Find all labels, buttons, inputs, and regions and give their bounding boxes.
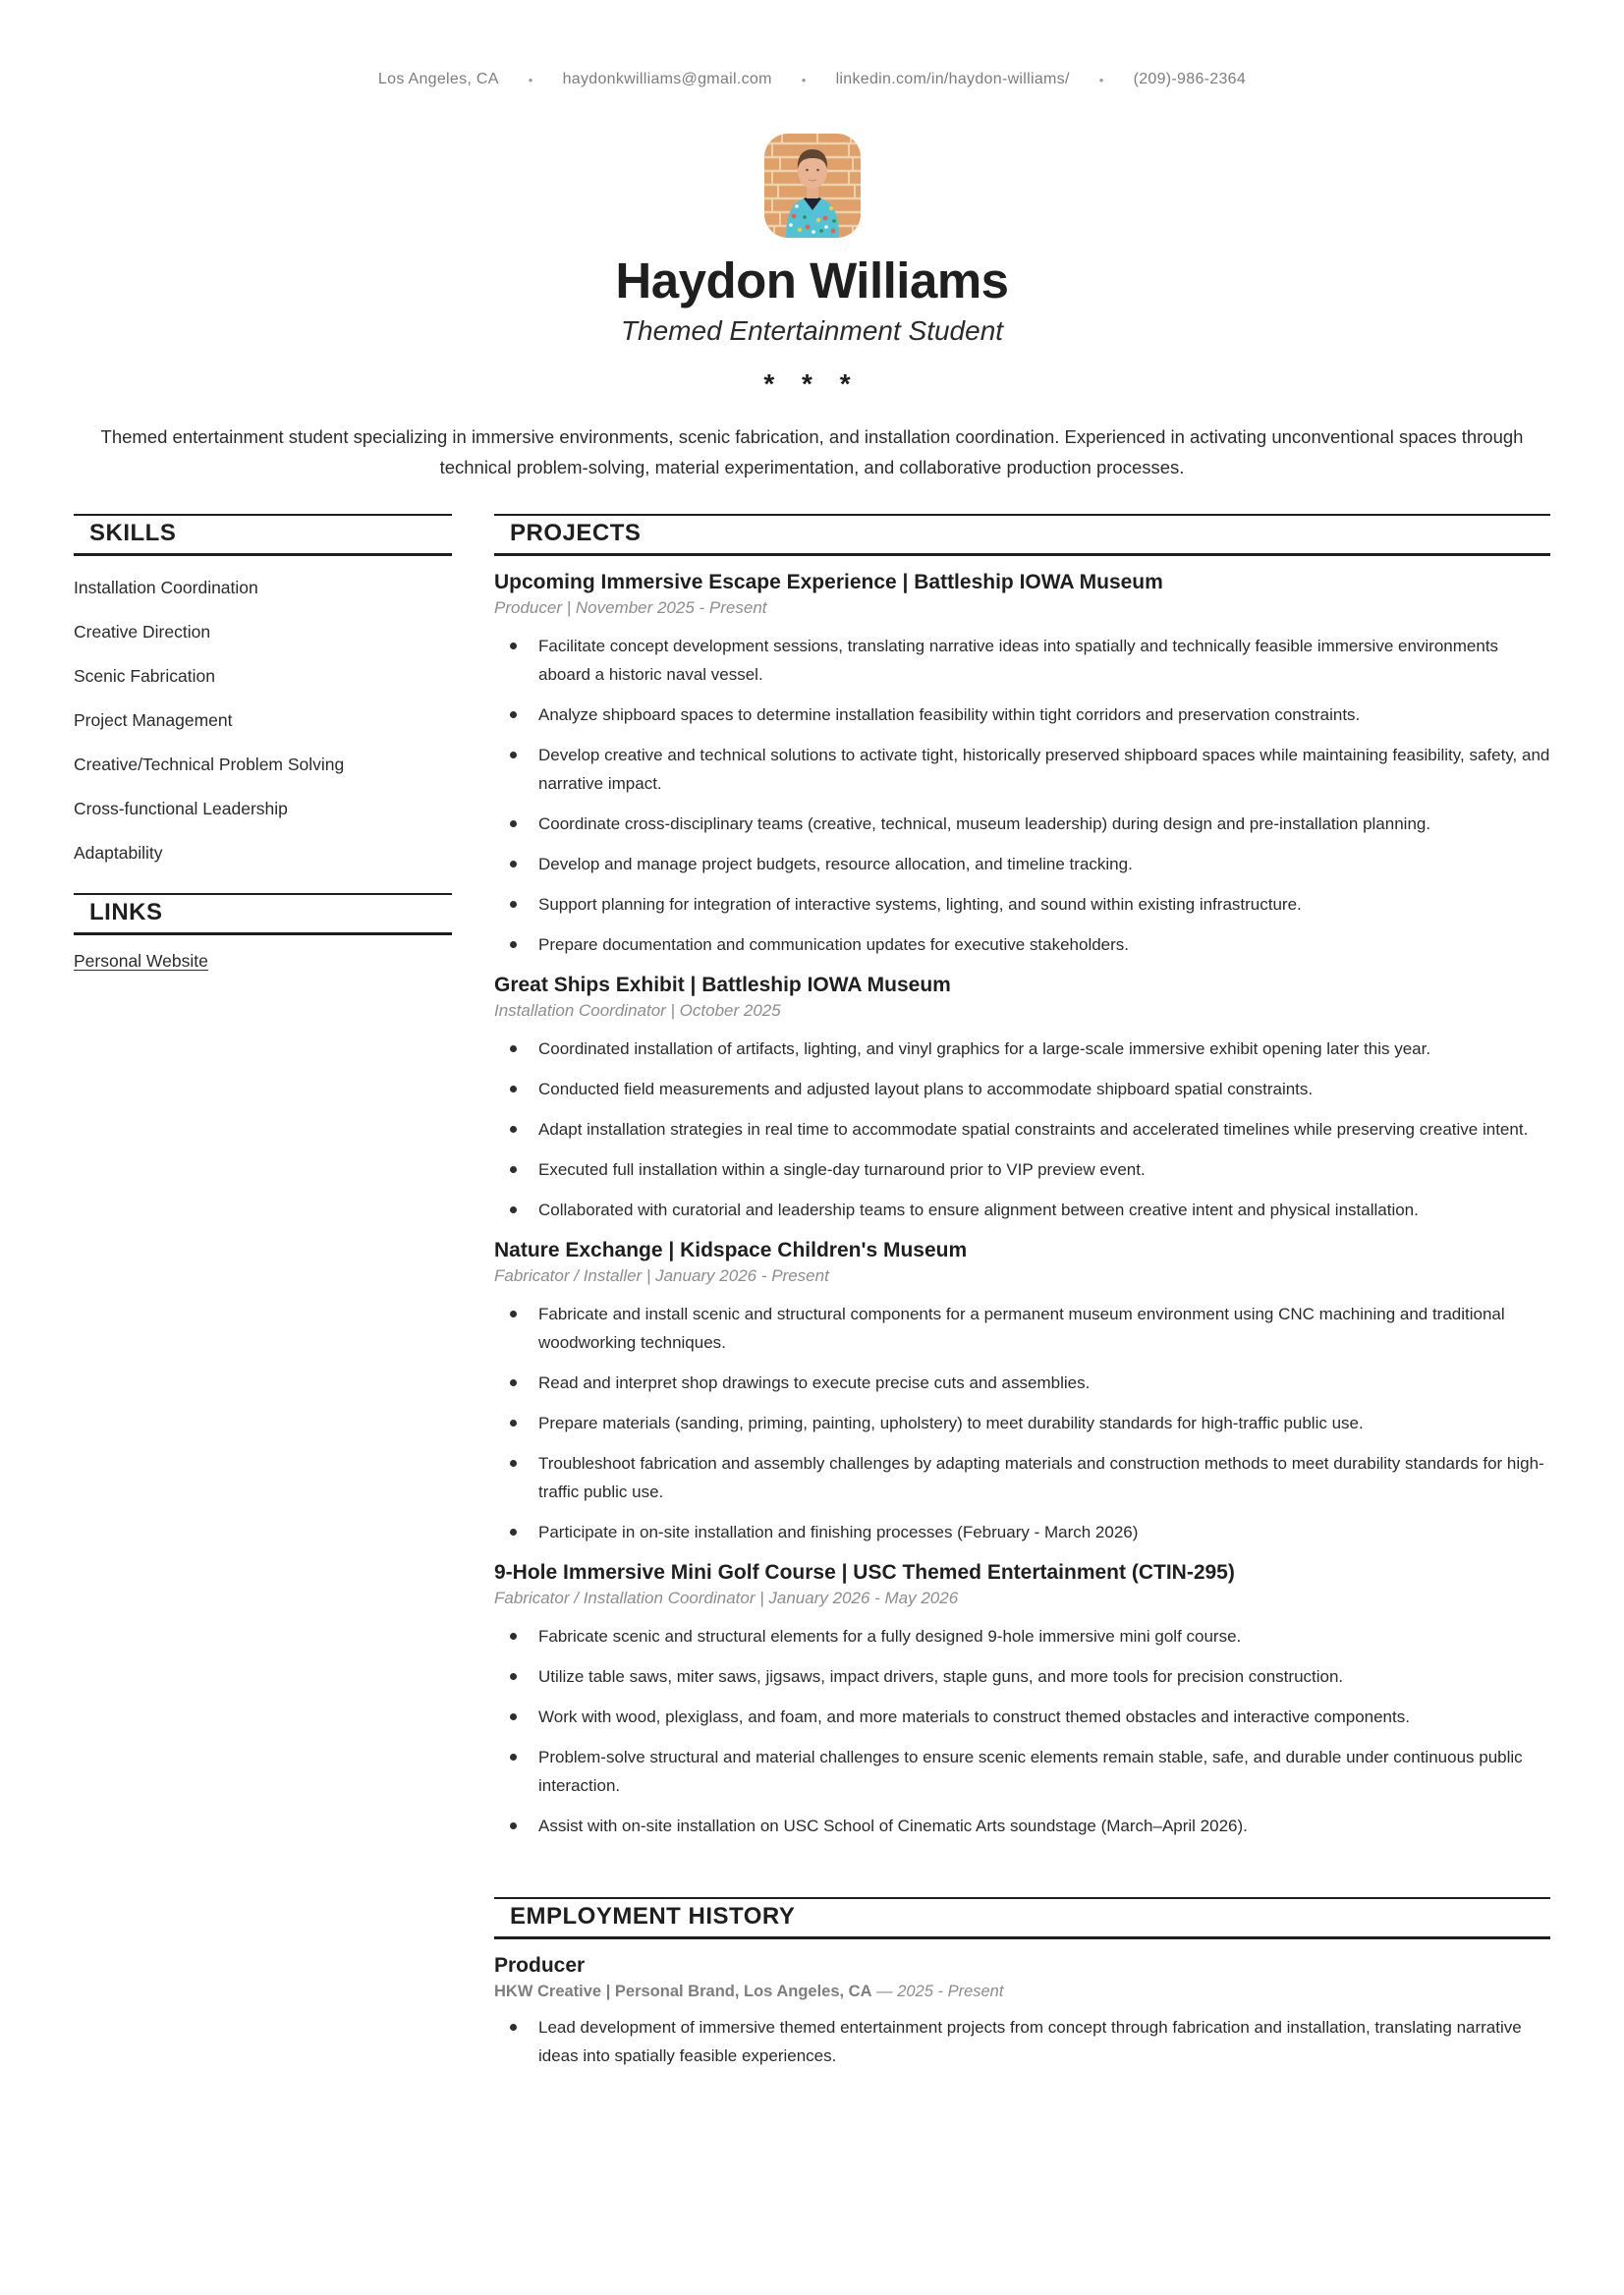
project-subtitle: Producer | November 2025 - Present bbox=[494, 598, 767, 617]
project-bullets bbox=[494, 1035, 1550, 1224]
projects-section-heading: PROJECTS bbox=[494, 514, 1550, 556]
bullet-item: Lead development of immersive themed entertainment projects from concept through fabrication and installation, translating narrative ideas into spatially feasible experiences. bbox=[494, 2013, 1550, 2070]
employment-section-heading: EMPLOYMENT HISTORY bbox=[494, 1897, 1550, 1939]
bullet-item: Problem-solve structural and material challenges to ensure scenic elements remain stable, safe, and durable under continuous public interaction. bbox=[494, 1743, 1550, 1800]
bullet-item: Work with wood, plexiglass, and foam, and more materials to construct themed obstacles and interactive components. bbox=[494, 1703, 1550, 1731]
page-title: Haydon Williams bbox=[615, 252, 1009, 308]
links-section-heading: LINKS bbox=[74, 893, 452, 935]
skill-item: Creative Direction bbox=[74, 622, 211, 642]
bullet-item: Fabricate and install scenic and structural components for a permanent museum environment using CNC machining and traditional woodworking techniques. bbox=[494, 1300, 1550, 1357]
skills-list bbox=[74, 578, 452, 864]
contact-bar bbox=[0, 71, 1624, 88]
personal-website-link[interactable]: Personal Website bbox=[74, 951, 208, 971]
contact-location: Los Angeles, CA bbox=[377, 71, 499, 87]
bullet-item: Adapt installation strategies in real time to accommodate spatial constraints and accelerated timelines while preserving creative intent. bbox=[494, 1115, 1550, 1144]
contact-linkedin: linkedin.com/in/haydon-williams/ bbox=[835, 71, 1070, 87]
skill-item: Cross-functional Leadership bbox=[74, 799, 288, 818]
project-subtitle: Fabricator / Installer | January 2026 - Present bbox=[494, 1266, 829, 1285]
project-title: 9-Hole Immersive Mini Golf Course | USC Themed Entertainment (CTIN-295) bbox=[494, 1561, 1235, 1584]
bullet-item: Collaborated with curatorial and leadership teams to ensure alignment between creative intent and physical installation. bbox=[494, 1196, 1550, 1224]
bullet-item: Assist with on-site installation on USC School of Cinematic Arts soundstage (March–April 2026). bbox=[494, 1812, 1550, 1840]
bullet-item: Troubleshoot fabrication and assembly challenges by adapting materials and construction methods to meet durability standards for high-traffic public use. bbox=[494, 1449, 1550, 1506]
bullet-item: Fabricate scenic and structural elements for a fully designed 9-hole immersive mini golf course. bbox=[494, 1622, 1550, 1651]
bullet-item: Analyze shipboard spaces to determine installation feasibility within tight corridors and preservation constraints. bbox=[494, 700, 1550, 729]
contact-email: haydonkwilliams@gmail.com bbox=[562, 71, 772, 87]
project-title: Great Ships Exhibit | Battleship IOWA Museum bbox=[494, 974, 951, 996]
skill-item: Project Management bbox=[74, 710, 233, 730]
project-entry bbox=[494, 1561, 1550, 1840]
bullet-item: Develop creative and technical solutions to activate tight, historically preserved shipboard spaces while maintaining feasibility, safety, and narrative impact. bbox=[494, 741, 1550, 798]
project-title: Nature Exchange | Kidspace Children's Museum bbox=[494, 1239, 968, 1261]
bullet-item: Coordinated installation of artifacts, lighting, and vinyl graphics for a large-scale immersive exhibit opening later this year. bbox=[494, 1035, 1550, 1063]
bullet-item: Prepare materials (sanding, priming, painting, upholstery) to meet durability standards for high-traffic public use. bbox=[494, 1409, 1550, 1437]
project-title: Upcoming Immersive Escape Experience | Battleship IOWA Museum bbox=[494, 571, 1163, 593]
bullet-item: Support planning for integration of interactive systems, lighting, and sound within existing infrastructure. bbox=[494, 890, 1550, 919]
job-title: Themed Entertainment Student bbox=[620, 315, 1004, 346]
bullet-item: Participate in on-site installation and finishing processes (February - March 2026) bbox=[494, 1518, 1550, 1546]
project-subtitle: Fabricator / Installation Coordinator | January 2026 - May 2026 bbox=[494, 1589, 959, 1607]
main-column bbox=[494, 514, 1550, 2082]
skills-section-heading: SKILLS bbox=[74, 514, 452, 556]
project-subtitle: Installation Coordinator | October 2025 bbox=[494, 1001, 781, 1020]
skill-item: Installation Coordination bbox=[74, 578, 258, 597]
bullet-item: Develop and manage project budgets, resource allocation, and timeline tracking. bbox=[494, 850, 1550, 878]
bullet-item: Facilitate concept development sessions, translating narrative ideas into spatially and technically feasible immersive environments aboard a historic naval vessel. bbox=[494, 632, 1550, 689]
contact-separator: • bbox=[801, 72, 807, 87]
asterisk-decoration: * * * bbox=[763, 368, 861, 399]
project-bullets bbox=[494, 632, 1550, 959]
employment-dates: — 2025 - Present bbox=[876, 1983, 1004, 2000]
company-name: HKW Creative | Personal Brand, Los Angeles, CA bbox=[494, 1983, 872, 2000]
contact-separator: • bbox=[1098, 72, 1104, 87]
skill-item: Adaptability bbox=[74, 843, 163, 863]
content-columns bbox=[74, 514, 1550, 2082]
bullet-item: Conducted field measurements and adjusted layout plans to accommodate shipboard spatial constraints. bbox=[494, 1075, 1550, 1103]
profile-photo bbox=[764, 134, 861, 238]
skill-item: Scenic Fabrication bbox=[74, 666, 215, 686]
employment-company-line bbox=[494, 1983, 1550, 2001]
project-entry bbox=[494, 974, 1550, 1224]
bullet-item: Coordinate cross-disciplinary teams (creative, technical, museum leadership) during design and pre-installation planning. bbox=[494, 810, 1550, 838]
contact-phone: (209)-986-2364 bbox=[1133, 71, 1247, 87]
bullet-item: Executed full installation within a single-day turnaround prior to VIP preview event. bbox=[494, 1155, 1550, 1184]
bullet-item: Read and interpret shop drawings to execute precise cuts and assemblies. bbox=[494, 1369, 1550, 1397]
skill-item: Creative/Technical Problem Solving bbox=[74, 755, 345, 774]
summary-paragraph: Themed entertainment student specializing in immersive environments, scenic fabrication, and installation coordination. Experienced in activating unconventional spaces through technical problem-solving, material experimentation, and collaborative production processes. bbox=[100, 426, 1524, 477]
employment-bullets bbox=[494, 2013, 1550, 2070]
sidebar bbox=[74, 514, 452, 2082]
project-entry bbox=[494, 571, 1550, 959]
project-entry bbox=[494, 1239, 1550, 1546]
project-bullets bbox=[494, 1622, 1550, 1840]
contact-separator: • bbox=[528, 72, 533, 87]
employment-title: Producer bbox=[494, 1954, 586, 1977]
employment-entry bbox=[494, 1954, 1550, 2070]
project-bullets bbox=[494, 1300, 1550, 1546]
bullet-item: Utilize table saws, miter saws, jigsaws, impact drivers, staple guns, and more tools for precision construction. bbox=[494, 1662, 1550, 1691]
bullet-item: Prepare documentation and communication updates for executive stakeholders. bbox=[494, 930, 1550, 959]
